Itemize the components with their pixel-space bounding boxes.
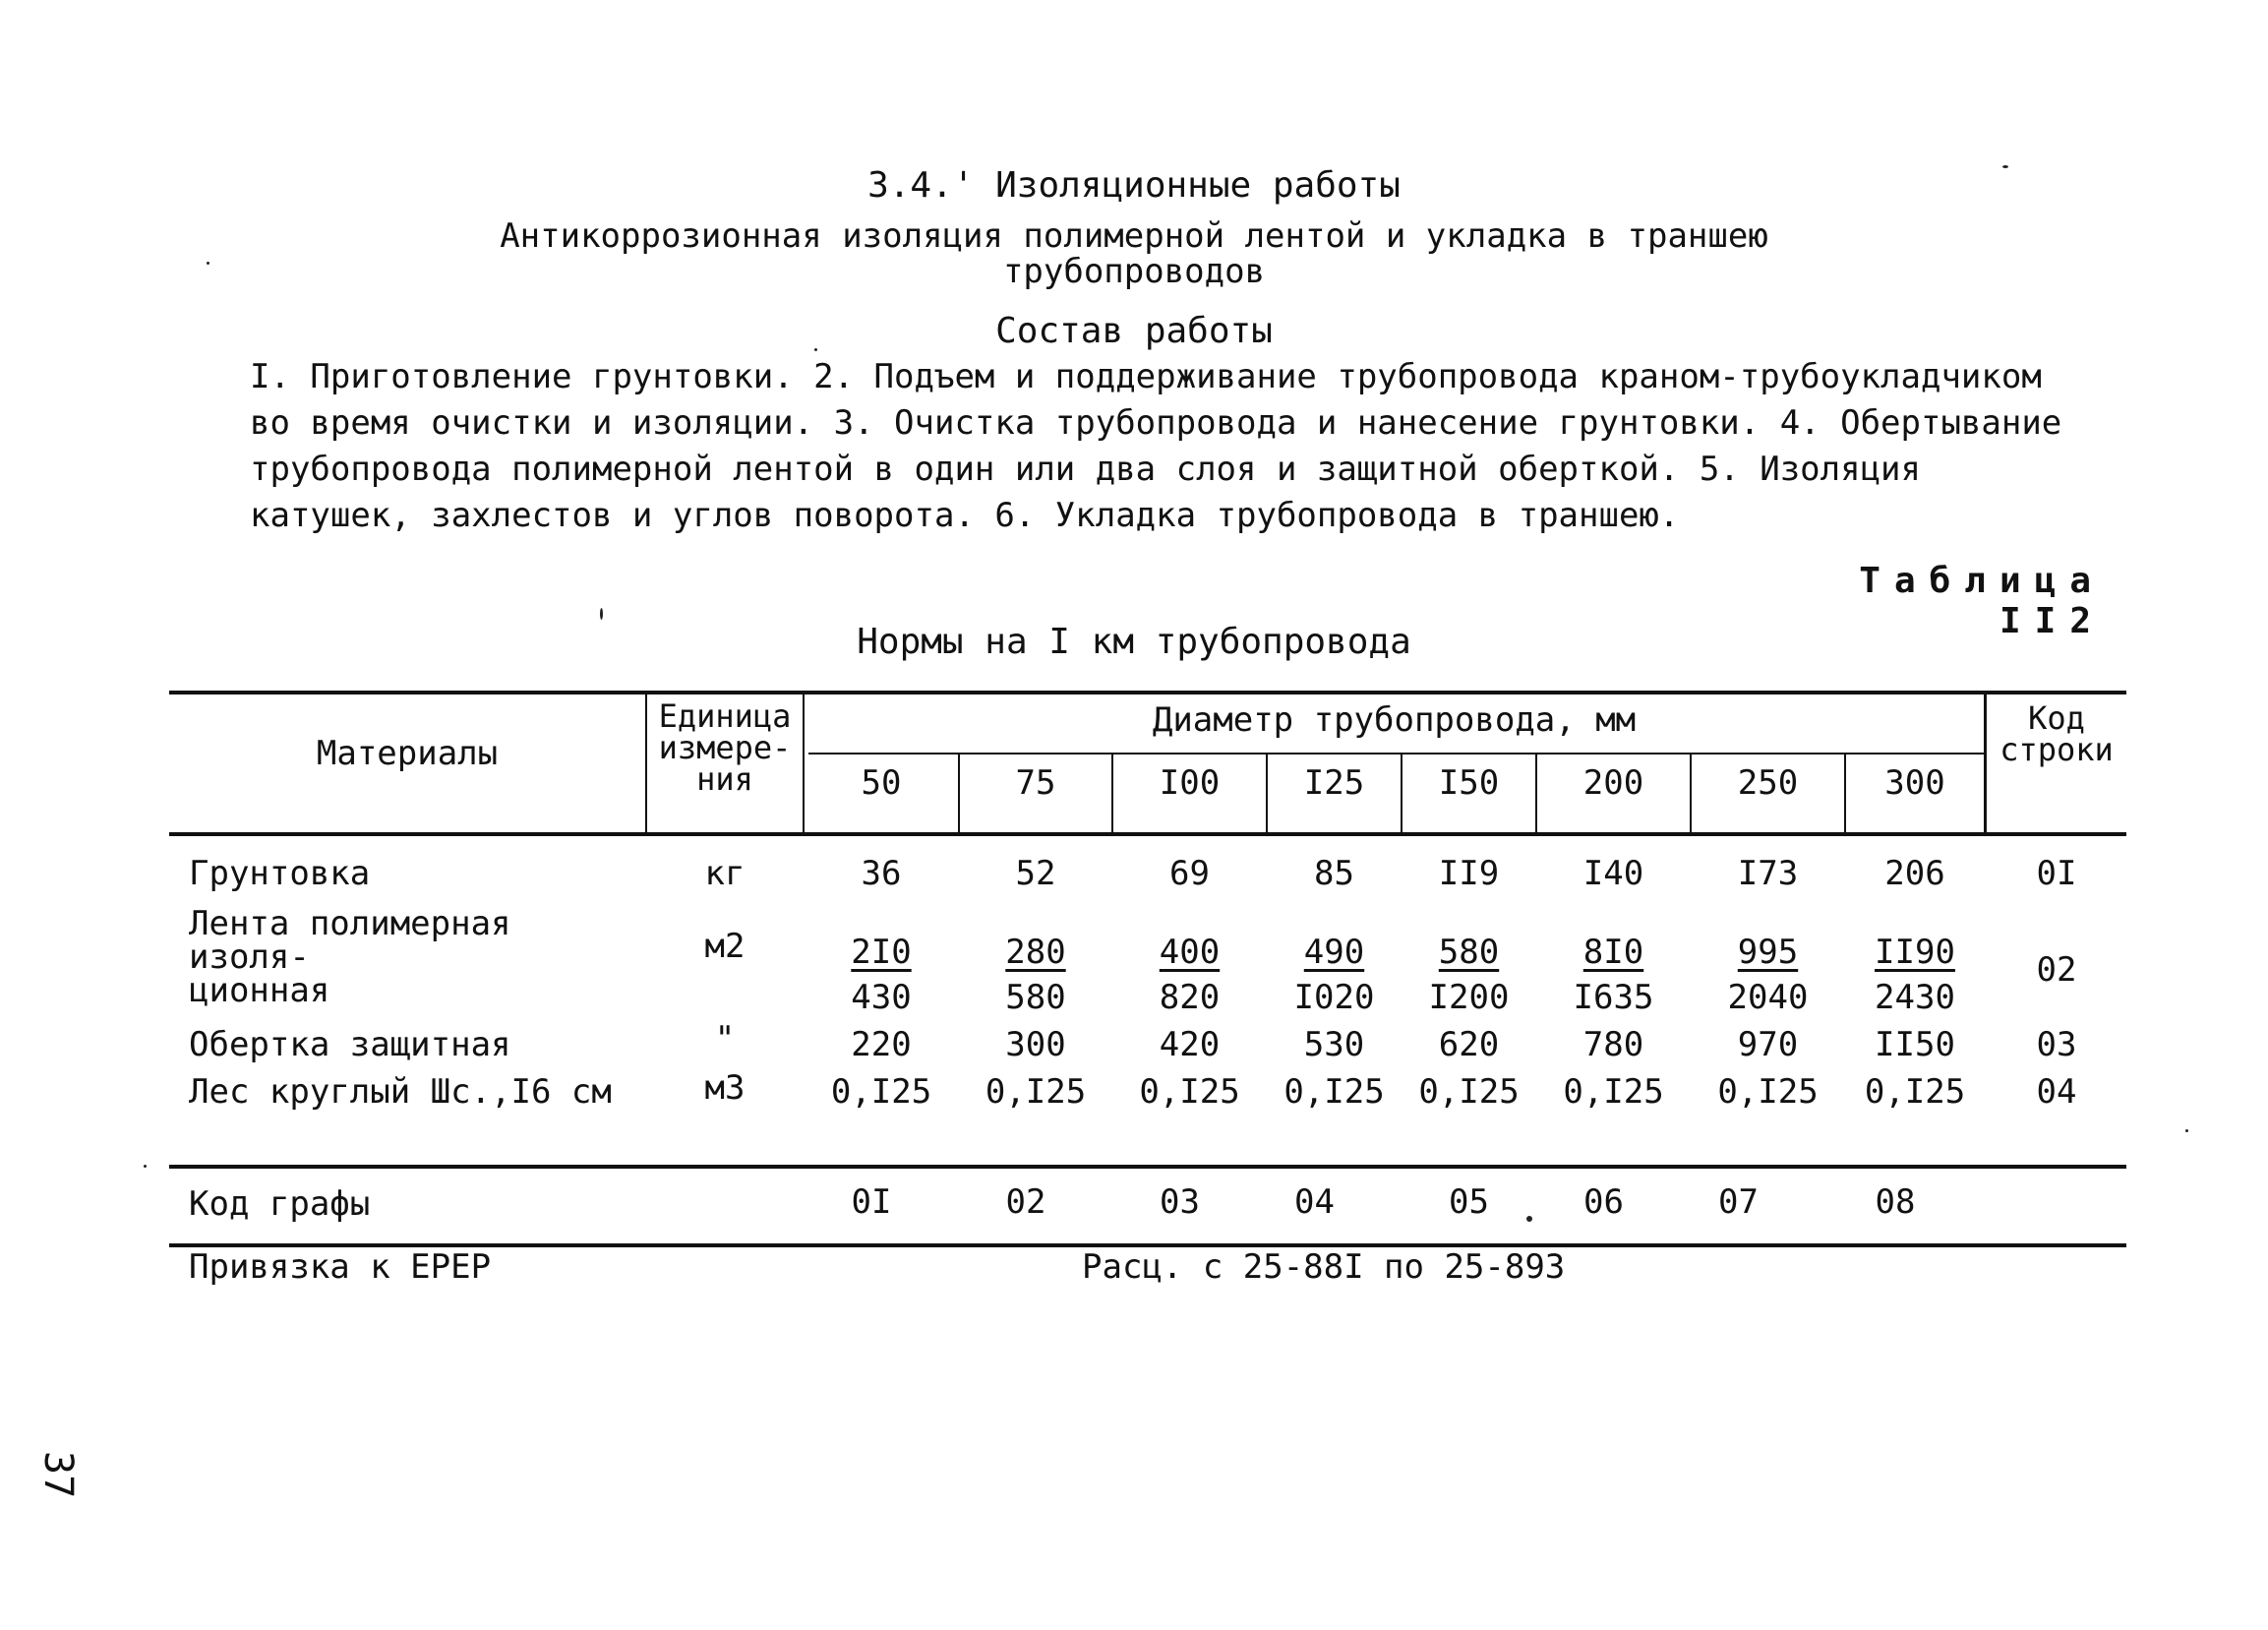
value-cell: 620 [1438, 1025, 1500, 1064]
material-name [189, 904, 641, 1010]
diameter-subheader-rule [808, 753, 1984, 755]
value-cell-bottom: 430 [851, 978, 912, 1017]
page-number: 37 [35, 1451, 81, 1499]
value-cell: 420 [1159, 1025, 1221, 1064]
column-codes-label: Код графы [189, 1184, 371, 1224]
header-unit-line-2: измере- [658, 729, 792, 766]
value-cell: 0,I25 [1717, 1072, 1819, 1112]
value-cell-top: 8I0 [1582, 933, 1644, 972]
value-cell-top: 580 [1438, 933, 1500, 972]
value-cell: 85 [1314, 854, 1354, 893]
value-cell-bottom: I200 [1428, 978, 1510, 1017]
value-cell: 69 [1169, 854, 1210, 893]
header-row-code-line-1: Код [2028, 699, 2085, 737]
header-bottom-rule [169, 832, 2126, 836]
header-unit [647, 697, 803, 798]
header-row-code-line-2: строки [1999, 731, 2114, 768]
material-name: Грунтовка [189, 854, 371, 893]
value-cell: 220 [851, 1025, 912, 1064]
value-cell: 0,I25 [1864, 1072, 1966, 1112]
section-title: 3.4.' Изоляционные работы [867, 165, 1401, 206]
value-cell: 780 [1582, 1025, 1644, 1064]
material-name-line-1: Лента полимерная изоля- [189, 904, 511, 977]
material-name-line-2: ционная [189, 971, 330, 1010]
value-cell: 0,I25 [1418, 1072, 1520, 1112]
column-code: 06 [1583, 1182, 1624, 1222]
data-bottom-rule [169, 1165, 2126, 1169]
value-cell: 36 [861, 854, 902, 893]
header-unit-line-1: Единица [658, 697, 792, 735]
material-unit: м3 [704, 1068, 746, 1108]
binding-value: Расц. с 25-88I по 25-893 [1082, 1247, 1566, 1287]
value-cell: 52 [1015, 854, 1056, 893]
value-cell: II50 [1875, 1025, 1955, 1064]
column-code: 02 [1005, 1182, 1046, 1222]
diameter-header: 200 [1582, 763, 1644, 803]
scan-speck [2002, 165, 2008, 168]
document-title-line-2: трубопроводов [1002, 252, 1266, 291]
material-name: Обертка защитная [189, 1025, 511, 1064]
diameter-header: I25 [1303, 763, 1365, 803]
header-row-code [1987, 699, 2126, 768]
value-cell: I40 [1582, 854, 1644, 893]
material-unit: м2 [704, 927, 746, 966]
value-cell-top: 2I0 [851, 933, 912, 972]
row-code: 03 [2036, 1025, 2077, 1064]
value-cell: 0,I25 [985, 1072, 1087, 1112]
row-code: 02 [2036, 950, 2077, 990]
norms-caption: Нормы на I км трубопровода [857, 622, 1411, 662]
value-cell-bottom: I635 [1573, 978, 1654, 1017]
value-cell: 970 [1737, 1025, 1799, 1064]
work-composition-text: I. Приготовление грунтовки. 2. Подъем и поддерживание трубопровода краном-трубоукладчиком во время очистки и изоляции. 3. Очистка трубопровода и нанесение грунтовки. 4. Обертывание трубопровода полимерной лентой в один или два слоя и защитной оберткой. 5. Изоляция катушек, захлестов и углов поворота. 6. Укладка трубопровода в траншею. [250, 357, 2062, 535]
scan-speck [207, 262, 209, 265]
column-code: 05 [1449, 1182, 1489, 1222]
scan-speck [1526, 1216, 1532, 1222]
material-name: Лес круглый Шс.,I6 см [189, 1072, 612, 1112]
value-cell: 530 [1303, 1025, 1365, 1064]
diameter-header: 75 [1015, 763, 1056, 803]
column-code: 04 [1294, 1182, 1335, 1222]
column-code: 07 [1718, 1182, 1759, 1222]
value-cell: 206 [1884, 854, 1945, 893]
value-cell: 0,I25 [1283, 1072, 1385, 1112]
diameter-header: 300 [1884, 763, 1945, 803]
column-code: 08 [1875, 1182, 1916, 1222]
value-cell: 0,I25 [1139, 1072, 1240, 1112]
value-cell-top: II90 [1875, 933, 1955, 972]
document-title [0, 218, 2268, 289]
value-cell: 0,I25 [830, 1072, 932, 1112]
scan-speck [2185, 1129, 2188, 1132]
value-cell-bottom: 2430 [1875, 978, 1955, 1017]
diameter-header: 50 [861, 763, 902, 803]
table-number-label: Таблица II2 [1859, 561, 2105, 641]
scan-speck [600, 608, 603, 620]
value-cell: 300 [1005, 1025, 1066, 1064]
column-code: 0I [851, 1182, 892, 1222]
diameter-header: I00 [1159, 763, 1221, 803]
document-title-line-1: Антикоррозионная изоляция полимерной лентой и укладка в траншею [500, 216, 1768, 256]
value-cell-top: 490 [1303, 933, 1365, 972]
row-code: 04 [2036, 1072, 2077, 1112]
value-cell-bottom: I020 [1293, 978, 1375, 1017]
value-cell: II9 [1438, 854, 1500, 893]
header-unit-line-3: ния [696, 760, 753, 798]
material-unit: кг [704, 854, 746, 893]
value-cell-top: 995 [1737, 933, 1799, 972]
value-cell: I73 [1737, 854, 1799, 893]
header-materials: Материалы [316, 734, 499, 773]
diameter-header: 250 [1737, 763, 1799, 803]
diameter-header: I50 [1438, 763, 1500, 803]
material-unit: " [714, 1019, 736, 1058]
value-cell-bottom: 580 [1005, 978, 1066, 1017]
row-code: 0I [2036, 854, 2077, 893]
table-top-rule [169, 691, 2126, 694]
value-cell: 0,I25 [1563, 1072, 1664, 1112]
value-cell-bottom: 820 [1159, 978, 1221, 1017]
value-cell-top: 280 [1005, 933, 1066, 972]
scan-speck [814, 348, 817, 351]
value-cell-top: 400 [1159, 933, 1221, 972]
header-diameter: Диаметр трубопровода, мм [1152, 700, 1637, 740]
scan-speck [144, 1165, 147, 1168]
work-composition-title: Состав работы [995, 311, 1273, 351]
binding-label: Привязка к ЕРЕР [189, 1247, 492, 1287]
value-cell-bottom: 2040 [1727, 978, 1809, 1017]
column-code: 03 [1160, 1182, 1200, 1222]
